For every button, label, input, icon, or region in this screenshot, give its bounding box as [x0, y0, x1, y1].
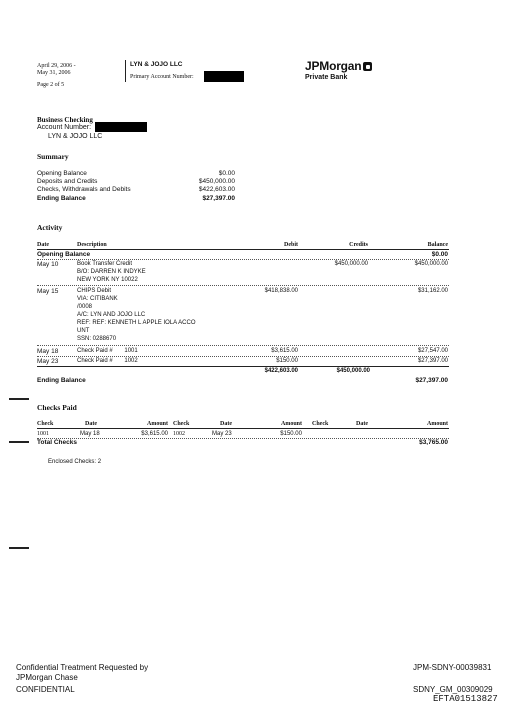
check-date: May 23: [212, 431, 232, 437]
activity-balance: $27,397.00: [417, 358, 448, 364]
checks-paid-title: Checks Paid: [37, 403, 77, 412]
account-type: Business Checking: [37, 116, 93, 124]
statement-period-start: April 29, 2006 -: [37, 63, 76, 69]
bank-division: Private Bank: [305, 74, 348, 81]
check-number: 1002: [173, 431, 185, 437]
activity-desc: SSN: 0288670: [77, 336, 117, 342]
account-number-label: Account Number:: [37, 124, 92, 131]
activity-desc: VIA: CITIBANK: [77, 296, 118, 302]
activity-desc: REF: REF: KENNETH L APPLE IOLA ACCO: [77, 320, 196, 326]
col-debit: Debit: [284, 242, 298, 248]
checks-col-check: Check: [37, 421, 54, 427]
summary-row-label: Checks, Withdrawals and Debits: [37, 186, 131, 193]
primary-account-label: Primary Account Number:: [130, 74, 194, 80]
margin-mark: [9, 547, 29, 549]
checks-header-rule: [37, 428, 449, 429]
total-checks-value: $3,765.00: [419, 439, 448, 446]
check-number: 1001: [37, 431, 49, 437]
ending-balance-label: Ending Balance: [37, 377, 86, 384]
activity-credit: $450,000.00: [334, 261, 368, 267]
summary-row-value: $0.00: [218, 170, 235, 177]
summary-row-label: Opening Balance: [37, 170, 87, 177]
checks-col-amount: Amount: [426, 421, 448, 427]
activity-header-rule: [37, 249, 449, 250]
activity-desc: Check Paid # 1001: [77, 348, 138, 354]
checks-col-date: Date: [220, 421, 232, 427]
activity-date: May 10: [37, 261, 59, 268]
bates-number-2: SDNY_GM_00309029: [413, 685, 493, 694]
col-balance: Balance: [427, 242, 448, 248]
footer-confidential-line3: CONFIDENTIAL: [16, 685, 75, 694]
margin-mark: [9, 398, 29, 400]
activity-title: Activity: [37, 223, 63, 232]
check-date: May 18: [80, 431, 100, 437]
statement-period-end: May 31, 2006: [37, 70, 71, 76]
footer-confidential-line2: JPMorgan Chase: [16, 673, 78, 682]
activity-desc: NEW YORK NY 10022: [77, 277, 138, 283]
activity-desc: CHIPS Debit: [77, 288, 112, 294]
opening-balance-value: $0.00: [431, 251, 448, 258]
checks-col-check: Check: [173, 421, 190, 427]
activity-desc: Check Paid # 1002: [77, 358, 138, 364]
margin-mark: [9, 441, 29, 443]
summary-row-value: $27,397.00: [202, 195, 235, 202]
page-number: Page 2 of 5: [37, 82, 65, 88]
row-divider: [37, 356, 449, 357]
activity-debit: $150.00: [276, 358, 298, 364]
ending-balance-value: $27,397.00: [415, 377, 448, 384]
checks-col-amount: Amount: [146, 421, 168, 427]
activity-balance: $450,000.00: [414, 261, 448, 267]
summary-title: Summary: [37, 152, 69, 161]
check-amount: $3,615.00: [141, 431, 168, 437]
header-account-name: LYN & JOJO LLC: [130, 61, 183, 68]
col-date: Date: [37, 242, 49, 248]
activity-date: May 18: [37, 348, 59, 355]
col-credits: Credits: [349, 242, 368, 248]
checks-col-amount: Amount: [280, 421, 302, 427]
activity-balance: $31,162.00: [417, 288, 448, 294]
activity-debit: $418,838.00: [264, 288, 298, 294]
bates-number-1: JPM-SDNY-00039831: [413, 663, 492, 672]
activity-date: May 23: [37, 358, 59, 365]
row-divider: [37, 259, 449, 260]
row-divider: [37, 285, 449, 286]
bank-logo: [305, 59, 372, 73]
account-holder: LYN & JOJO LLC: [48, 133, 103, 140]
summary-row-value: $450,000.00: [198, 178, 235, 185]
redacted-account-number-2: [95, 122, 147, 132]
enclosed-checks: Enclosed Checks: 2: [48, 459, 102, 465]
summary-row-label: Ending Balance: [37, 195, 86, 202]
activity-total-rule: [37, 366, 449, 367]
total-checks-label: Total Checks: [37, 439, 77, 446]
activity-desc: B/O: DARREN K INDYKE: [77, 269, 146, 275]
checks-col-date: Date: [85, 421, 97, 427]
opening-balance-label: Opening Balance: [37, 251, 91, 258]
activity-desc: A/C: LYN AND JOJO LLC: [77, 312, 146, 318]
total-debit: $422,603.00: [264, 368, 298, 374]
col-description: Description: [77, 242, 107, 248]
checks-col-check: Check: [312, 421, 329, 427]
total-credit: $450,000.00: [336, 368, 370, 374]
activity-debit: $3,615.00: [271, 348, 298, 354]
activity-desc: Book Transfer Credit: [77, 261, 133, 267]
bank-name: JPMorgan: [305, 59, 362, 73]
summary-row-value: $422,603.00: [198, 186, 235, 193]
activity-balance: $27,547.00: [417, 348, 448, 354]
redacted-account-number: [204, 71, 244, 82]
bates-number-3: EFTA01513827: [433, 694, 498, 704]
check-amount: $150.00: [280, 431, 302, 437]
row-divider: [37, 345, 449, 346]
octagon-logo-icon: [363, 62, 372, 71]
activity-desc: UNT: [77, 328, 90, 334]
footer-confidential-line1: Confidential Treatment Requested by: [16, 663, 149, 672]
summary-row-label: Deposits and Credits: [37, 178, 98, 185]
activity-desc: /0008: [77, 304, 93, 310]
checks-col-date: Date: [356, 421, 368, 427]
header-divider: [125, 60, 126, 82]
activity-date: May 15: [37, 288, 59, 295]
